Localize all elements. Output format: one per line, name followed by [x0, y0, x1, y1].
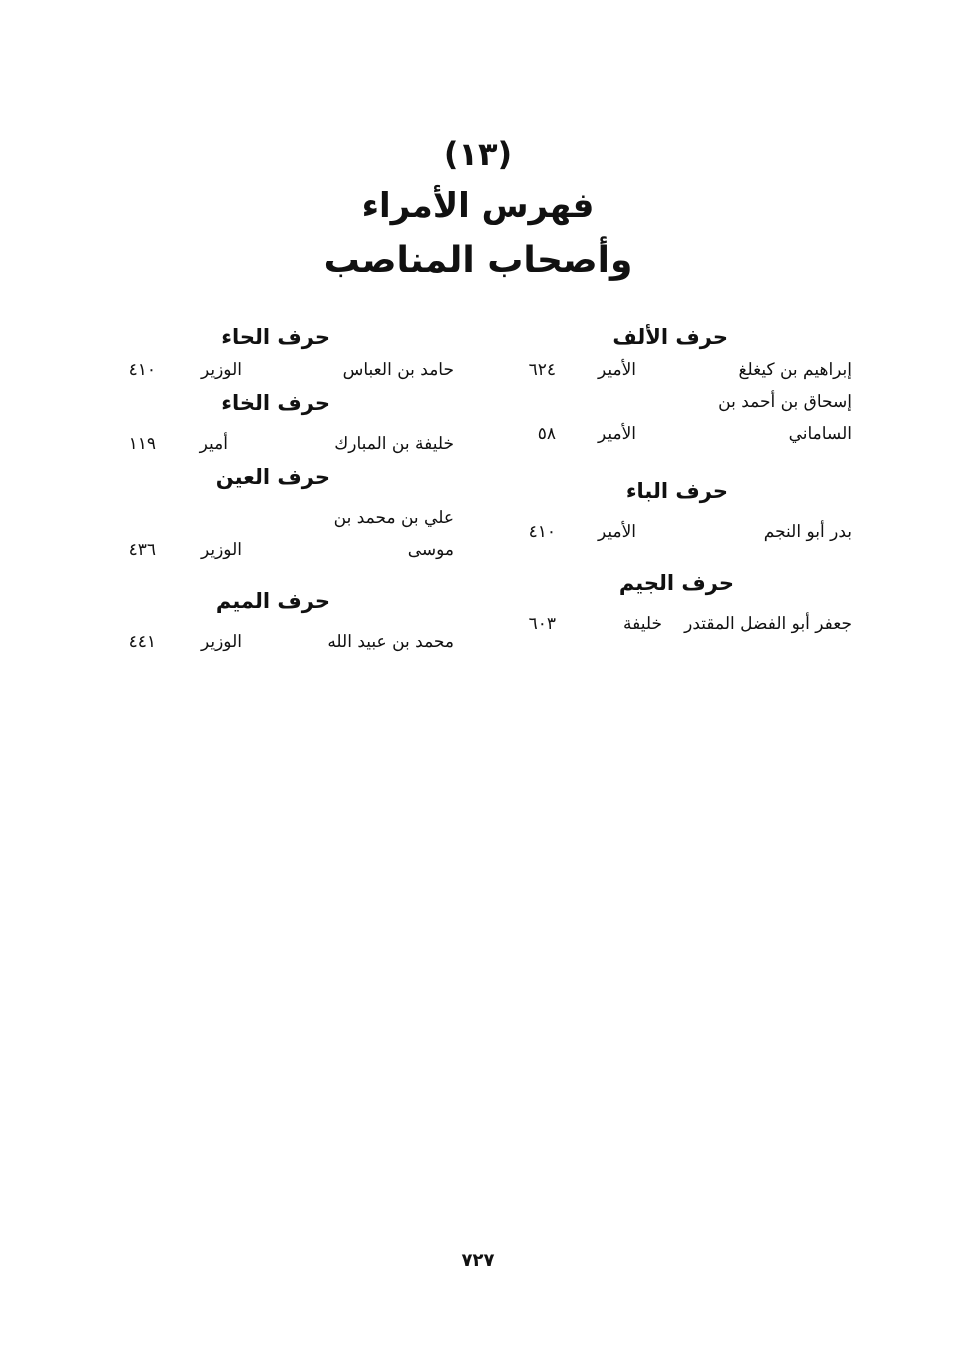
entry-name: إبراهيم بن كيغلغ [738, 360, 852, 380]
index-entry-continuation [112, 534, 454, 566]
entry-name: الساماني [788, 424, 852, 444]
entry-name: بدر أبو النجم [763, 522, 852, 542]
index-entry [512, 354, 852, 386]
entry-name: موسى [407, 540, 454, 560]
entry-page: ١١٩ [128, 434, 156, 454]
page-subtitle: وأصحاب المناصب [323, 240, 633, 281]
entry-page: ٤٤١ [128, 632, 156, 652]
entry-page: ٦٢٤ [528, 360, 556, 380]
letter-heading-kha: حرف الخاء [221, 391, 330, 415]
entry-title: الأمير [597, 522, 636, 542]
letter-heading-jim: حرف الجيم [618, 571, 734, 595]
letter-heading-alif: حرف الألف [612, 325, 728, 349]
index-entry [512, 386, 852, 418]
letter-heading-ayn: حرف العين [215, 465, 330, 489]
entry-name: خليفة بن المبارك [334, 434, 454, 454]
entry-title: خليفة [623, 614, 662, 634]
entry-name: علي بن محمد بن [333, 508, 454, 528]
page-number: ٧٢٧ [461, 1250, 495, 1271]
section-number: (١٣) [443, 135, 513, 173]
entry-name: إسحاق بن أحمد بن [718, 392, 852, 412]
letter-heading-ba: حرف الباء [625, 479, 728, 503]
entry-page: ٤٣٦ [128, 540, 156, 560]
entry-page: ٥٨ [537, 424, 556, 444]
index-entry [112, 428, 454, 460]
index-entry [512, 516, 852, 548]
entry-title: الأمير [597, 424, 636, 444]
letter-heading-mim: حرف الميم [215, 589, 330, 613]
index-entry [112, 354, 454, 386]
entry-name: جعفر أبو الفضل المقتدر [684, 614, 852, 634]
entry-title: أمير [199, 434, 228, 454]
entry-page: ٤١٠ [528, 522, 556, 542]
index-column-left [112, 320, 454, 658]
index-entry-continuation [512, 418, 852, 450]
letter-heading-ha: حرف الحاء [221, 325, 330, 349]
index-entry [112, 502, 454, 534]
entry-title: الوزير [200, 360, 242, 380]
index-column-right [512, 320, 852, 640]
entry-name: محمد بن عبيد الله [327, 632, 454, 652]
entry-title: الوزير [200, 632, 242, 652]
entry-page: ٦٠٣ [528, 614, 556, 634]
entry-page: ٤١٠ [128, 360, 156, 380]
page-title: فهرس الأمراء [361, 186, 595, 226]
index-entry [112, 626, 454, 658]
entry-name: حامد بن العباس [342, 360, 454, 380]
entry-title: الوزير [200, 540, 242, 560]
index-entry [512, 608, 852, 640]
entry-title: الأمير [597, 360, 636, 380]
